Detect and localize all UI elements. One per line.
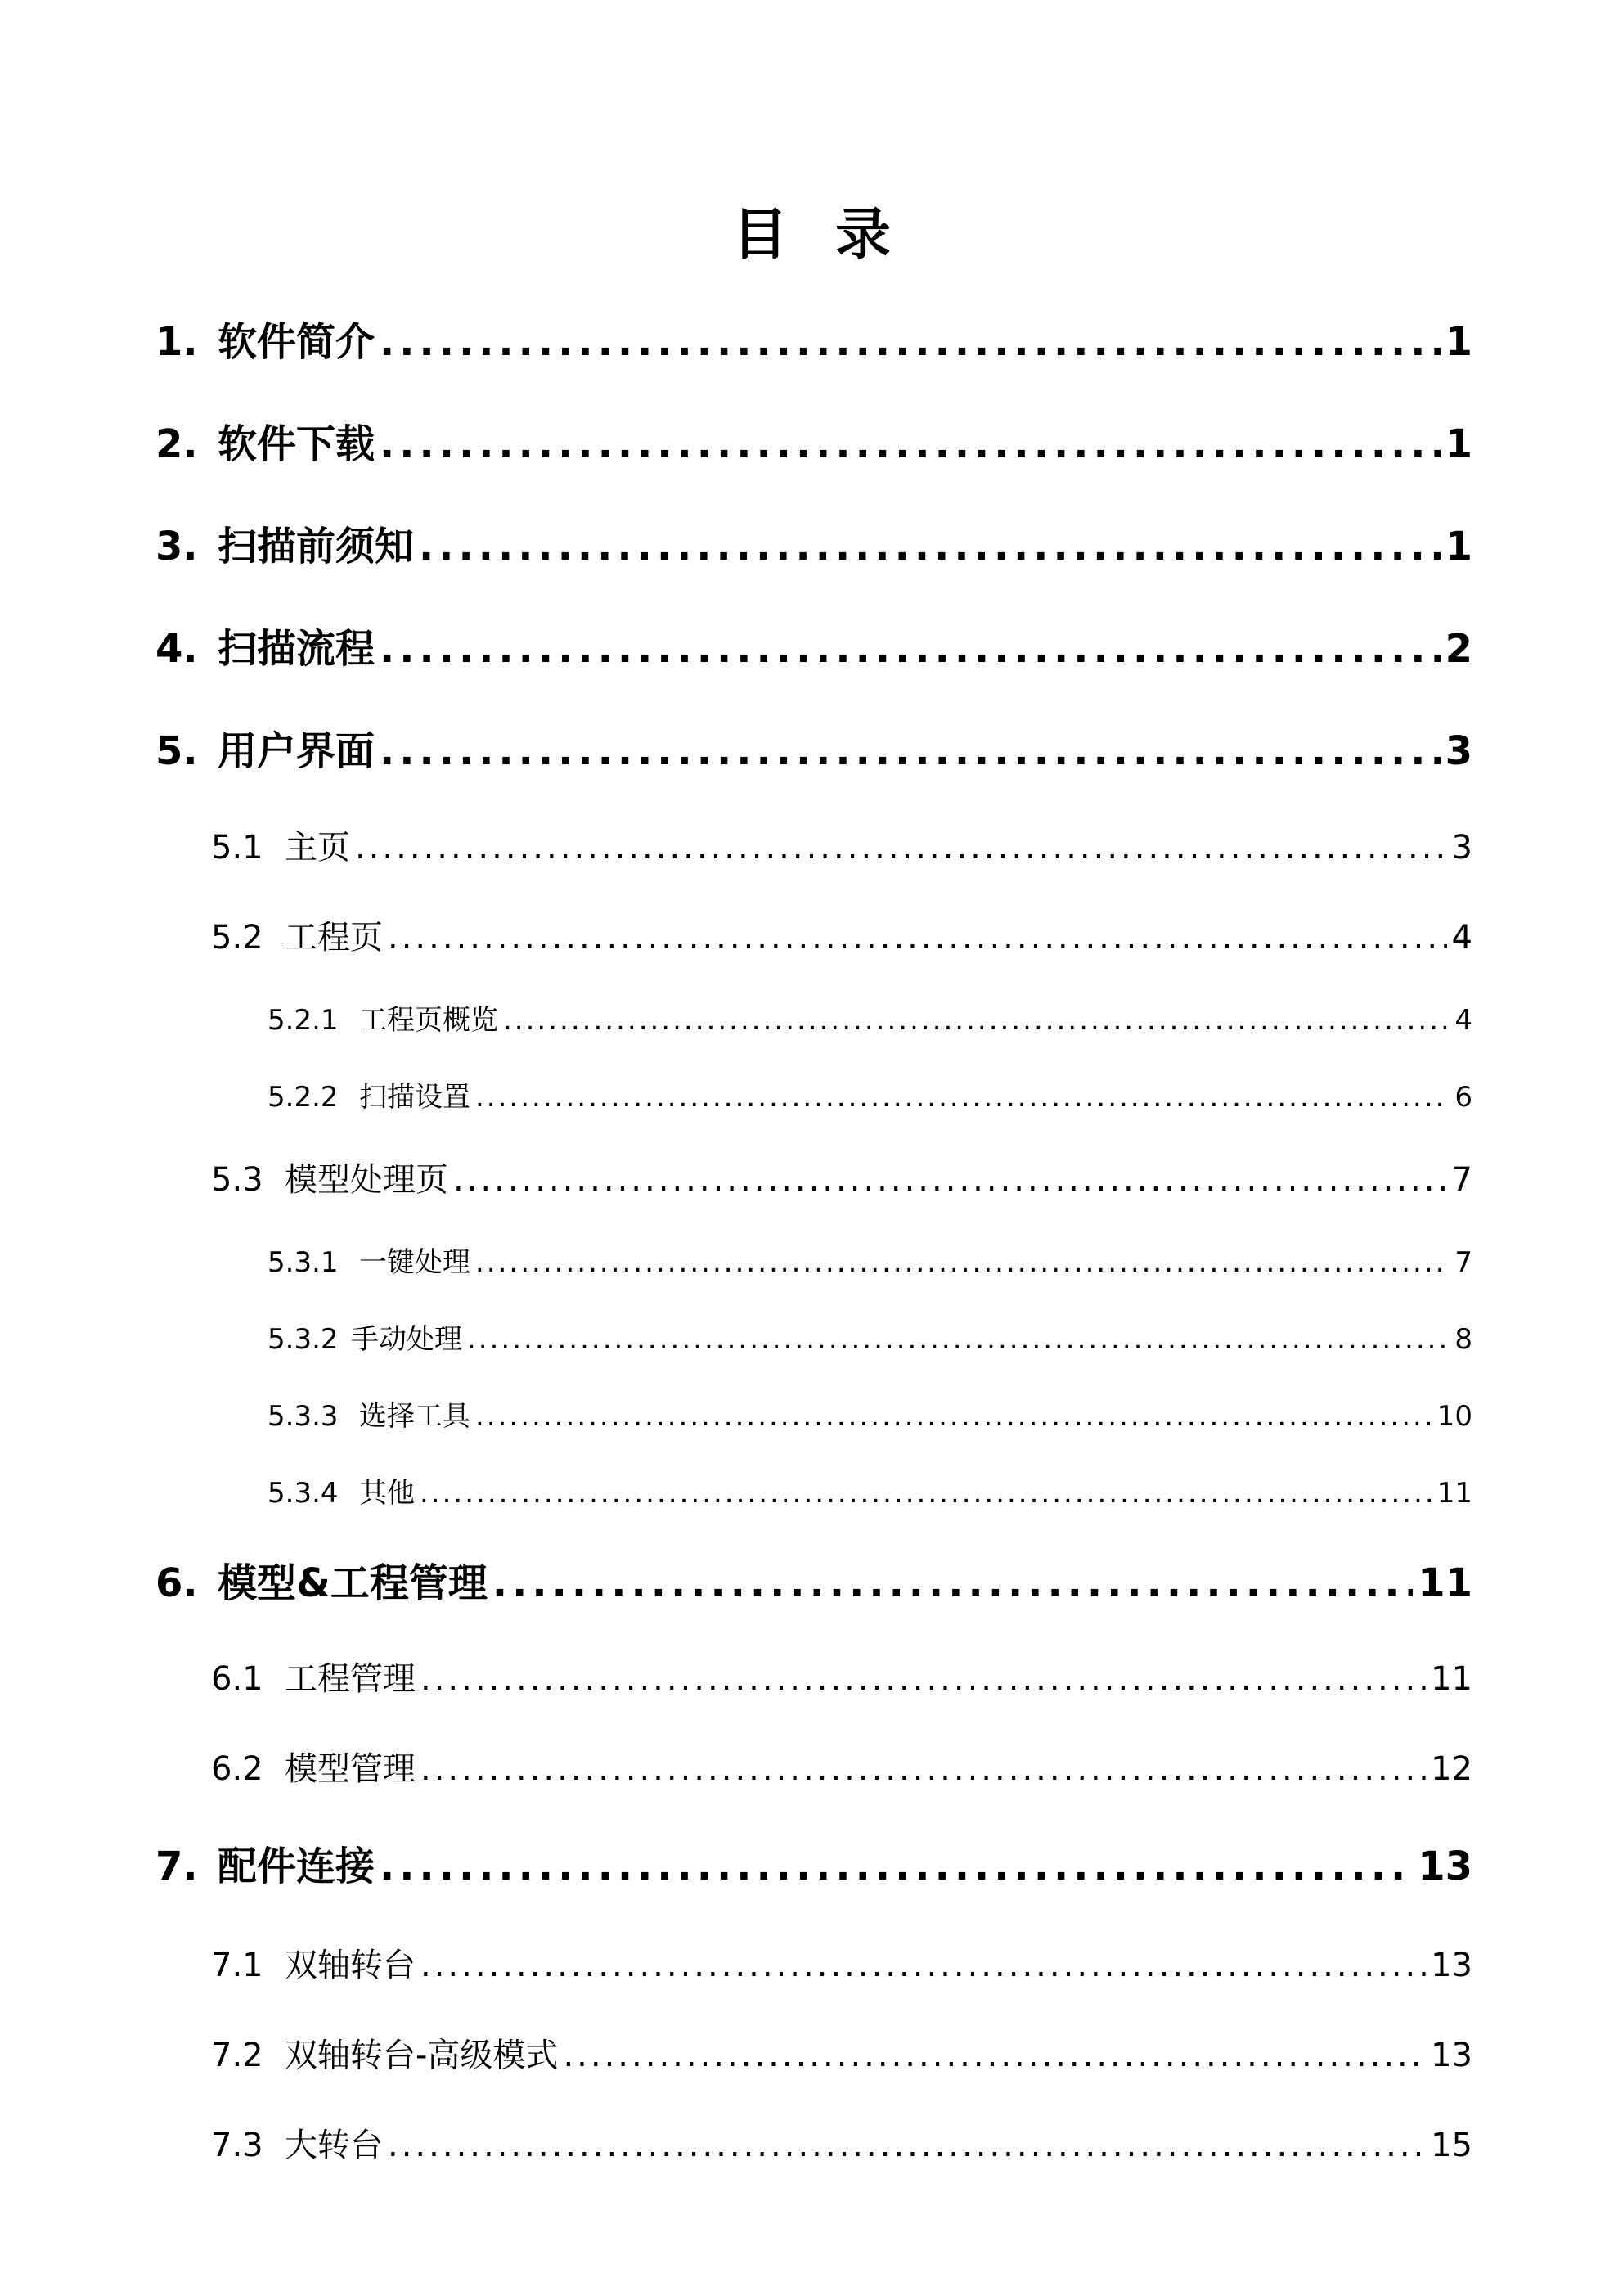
toc-number: 1. [155, 319, 198, 365]
toc-label: 软件简介 [218, 319, 375, 365]
toc-label: 配件连接 [218, 1844, 375, 1889]
toc-entry-7-2[interactable] [211, 2031, 1472, 2080]
toc-label: 一键处理 [359, 1246, 470, 1279]
toc-label: 模型处理页 [285, 1161, 448, 1199]
dot-leader [475, 1242, 1450, 1283]
toc-number: 5.3.1 [268, 1246, 339, 1279]
toc-label: 其他 [359, 1477, 415, 1510]
toc-page-number: 11 [1436, 1477, 1472, 1510]
toc-entry-5-3[interactable] [211, 1155, 1472, 1204]
toc-label: 工程页概览 [359, 1004, 498, 1037]
toc-number: 6. [155, 1560, 198, 1606]
toc-number: 5.2.2 [268, 1081, 339, 1114]
toc-page-number: 8 [1454, 1323, 1472, 1356]
toc-entry-5-1[interactable] [211, 823, 1472, 872]
toc-number: 7.3 [211, 2127, 263, 2164]
toc-page-number: 4 [1451, 919, 1472, 957]
toc-label: 双轴转台 [285, 1947, 416, 1984]
toc-label: 软件下载 [218, 421, 375, 467]
toc-entry-5-3-3[interactable] [268, 1396, 1472, 1437]
toc-page-number: 1 [1445, 524, 1472, 569]
toc-entry-1[interactable] [155, 313, 1472, 371]
toc-entry-5[interactable] [155, 723, 1472, 780]
toc-entry-5-3-4[interactable] [268, 1473, 1472, 1514]
toc-entry-2[interactable] [155, 416, 1472, 473]
toc-page-number: 3 [1451, 829, 1472, 867]
toc-entry-7[interactable] [155, 1838, 1472, 1895]
dot-leader [380, 620, 1441, 678]
toc-page-number: 13 [1431, 2037, 1472, 2074]
dot-leader [380, 723, 1441, 780]
toc-page-number: 1 [1445, 319, 1472, 365]
toc-label: 扫描流程 [218, 626, 375, 672]
dot-leader [563, 2031, 1426, 2080]
toc-number: 7. [155, 1844, 198, 1889]
toc-entry-4[interactable] [155, 620, 1472, 678]
toc-page-number: 4 [1454, 1004, 1472, 1037]
toc-page-number: 3 [1445, 728, 1472, 774]
toc-page-number: 2 [1445, 626, 1472, 672]
dot-leader [388, 2121, 1426, 2170]
toc-number: 6.2 [211, 1750, 263, 1788]
toc-number: 5.3.3 [268, 1400, 339, 1433]
toc-entry-6-2[interactable] [211, 1745, 1472, 1794]
toc-number: 5.3.4 [268, 1477, 339, 1510]
dot-leader [380, 313, 1441, 371]
toc-page-number: 13 [1431, 1947, 1472, 1984]
dot-leader [420, 1941, 1426, 1990]
toc-entry-5-3-1[interactable] [268, 1242, 1472, 1283]
dot-leader [492, 1555, 1413, 1612]
toc-number: 2. [155, 421, 198, 467]
dot-leader [380, 416, 1441, 473]
toc-number: 3. [155, 524, 198, 569]
toc-number: 5.2.1 [268, 1004, 339, 1037]
toc-label: 大转台 [285, 2127, 383, 2164]
toc-number: 7.1 [211, 1947, 263, 1984]
toc-entry-7-3[interactable] [211, 2121, 1472, 2170]
toc-entry-5-2-2[interactable] [268, 1077, 1472, 1118]
toc-label: 扫描设置 [359, 1081, 470, 1114]
toc-page-number: 10 [1436, 1400, 1472, 1433]
toc-label: 手动处理 [351, 1323, 462, 1356]
toc-entry-5-2-1[interactable] [268, 1000, 1472, 1041]
toc-entry-7-1[interactable] [211, 1941, 1472, 1990]
dot-leader [380, 1838, 1413, 1895]
toc-number: 7.2 [211, 2037, 263, 2074]
toc-label: 用户界面 [218, 728, 375, 774]
toc-number: 5.1 [211, 829, 263, 867]
dot-leader [420, 1745, 1426, 1794]
toc-label: 模型&工程管理 [218, 1560, 488, 1606]
toc-page-number: 7 [1451, 1161, 1472, 1199]
page-title: 目录 [731, 203, 938, 268]
toc-entry-3[interactable] [155, 518, 1472, 575]
toc-page-number: 13 [1418, 1844, 1472, 1889]
dot-leader [467, 1319, 1450, 1360]
toc-number: 6.1 [211, 1660, 263, 1698]
toc-page-number: 6 [1454, 1081, 1472, 1114]
dot-leader [420, 1654, 1426, 1704]
toc-label: 主页 [285, 829, 350, 867]
toc-label: 扫描前须知 [218, 524, 415, 569]
dot-leader [503, 1000, 1450, 1041]
toc-entry-5-2[interactable] [211, 913, 1472, 962]
toc-page-number: 11 [1431, 1660, 1472, 1698]
toc-page-number: 12 [1431, 1750, 1472, 1788]
dot-leader [388, 913, 1447, 962]
dot-leader [420, 1473, 1432, 1514]
dot-leader [475, 1077, 1450, 1118]
toc-page-number: 7 [1454, 1246, 1472, 1279]
toc-number: 5.2 [211, 919, 263, 957]
toc-page-number: 11 [1418, 1560, 1472, 1606]
toc-number: 5.3.2 [268, 1323, 339, 1356]
dot-leader [475, 1396, 1432, 1437]
toc-number: 5.3 [211, 1161, 263, 1199]
toc-entry-6-1[interactable] [211, 1654, 1472, 1704]
toc-label: 工程页 [285, 919, 383, 957]
toc-page-number: 1 [1445, 421, 1472, 467]
toc-label: 双轴转台-高级模式 [285, 2037, 559, 2074]
dot-leader [419, 518, 1441, 575]
dot-leader [355, 823, 1447, 872]
toc-page-number: 15 [1431, 2127, 1472, 2164]
toc-label: 选择工具 [359, 1400, 470, 1433]
toc-number: 4. [155, 626, 198, 672]
toc-label: 工程管理 [285, 1660, 416, 1698]
toc-label: 模型管理 [285, 1750, 416, 1788]
toc-number: 5. [155, 728, 198, 774]
toc-entry-5-3-2[interactable] [268, 1319, 1472, 1360]
dot-leader [453, 1155, 1447, 1204]
toc-entry-6[interactable] [155, 1555, 1472, 1612]
